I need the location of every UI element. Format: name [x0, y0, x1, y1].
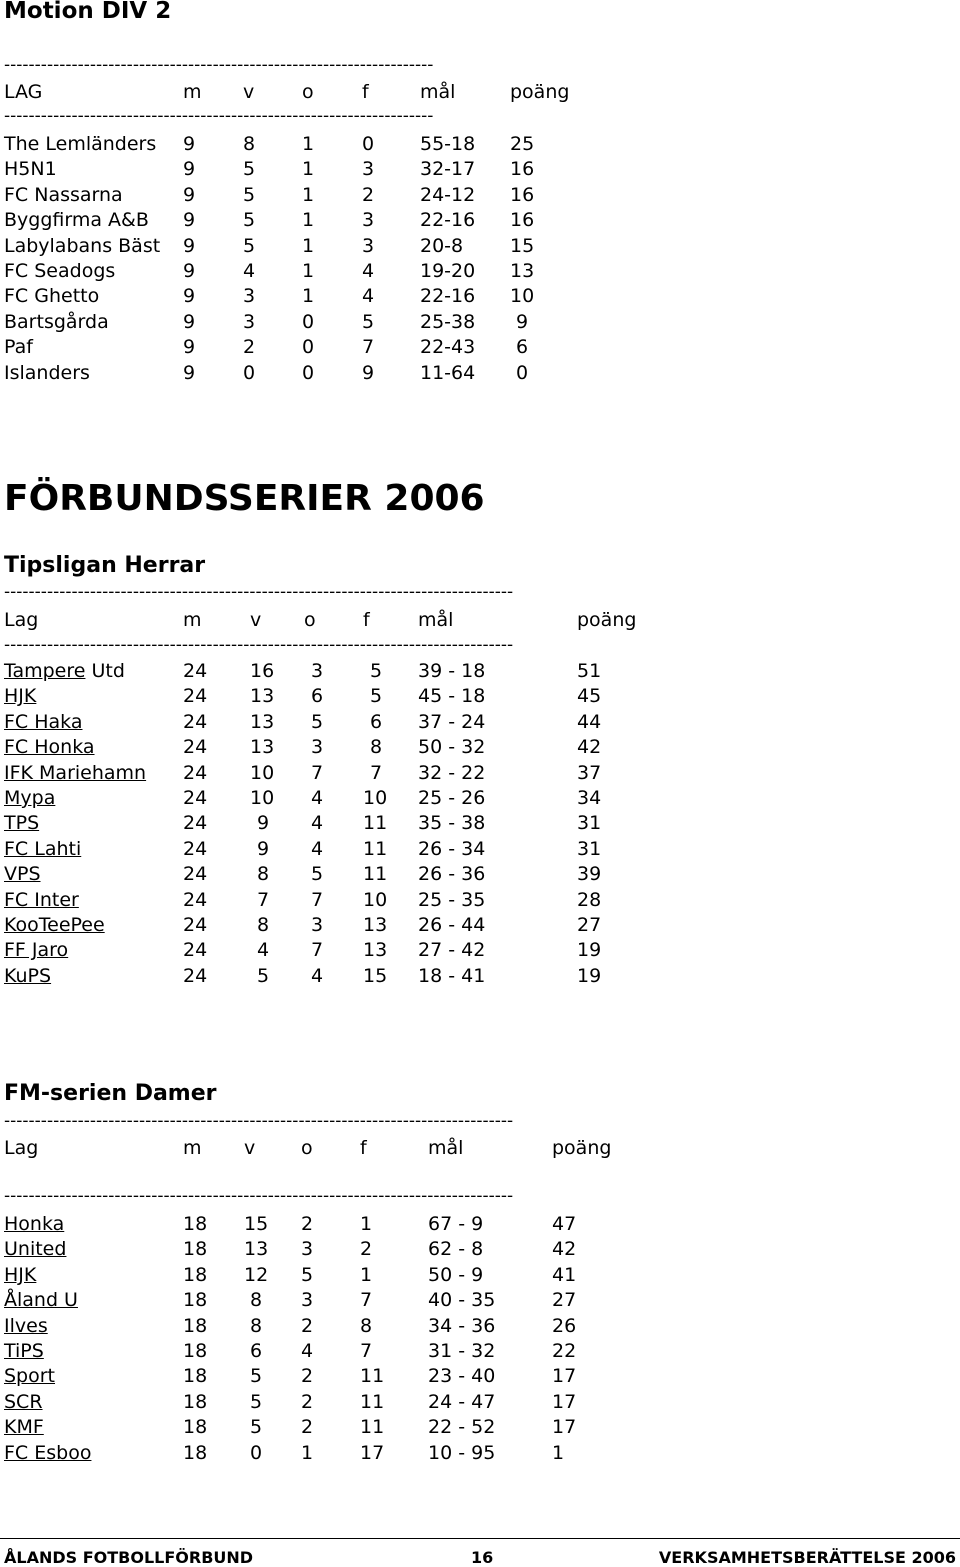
header-matches: m: [183, 1137, 202, 1159]
cell-losses: 0: [362, 133, 375, 155]
header-goals: mål: [418, 609, 454, 631]
cell-draws: 2: [301, 1314, 314, 1337]
cell-matches: 24: [183, 812, 208, 835]
cell-team: The Lemländers: [4, 133, 157, 155]
cell-wins: 5: [250, 1416, 263, 1439]
cell-points: 16: [510, 158, 535, 181]
cell-goals: 67 - 9: [428, 1213, 484, 1235]
cell-matches: 18: [183, 1365, 208, 1388]
cell-draws: 0: [302, 361, 315, 384]
cell-goals: 19-20: [420, 260, 476, 282]
cell-points: 42: [552, 1238, 577, 1261]
footer-page-number: 16: [471, 1548, 494, 1567]
cell-points: 44: [577, 710, 602, 733]
cell-draws: 4: [311, 964, 324, 987]
cell-wins: 0: [243, 361, 256, 384]
cell-losses: 13: [363, 914, 388, 936]
cell-losses: 3: [362, 158, 375, 181]
cell-draws: 2: [301, 1390, 314, 1413]
cell-matches: 18: [183, 1263, 208, 1286]
cell-team: [4, 837, 81, 862]
cell-losses: 11: [363, 837, 388, 860]
cell-draws: 5: [311, 863, 324, 886]
cell-goals: 55-18: [420, 133, 476, 155]
cell-matches: 9: [183, 361, 196, 384]
team-name-link: FC Honka: [4, 736, 95, 759]
cell-draws: 4: [311, 787, 324, 809]
cell-points: 51: [577, 660, 602, 682]
header-matches: m: [183, 609, 202, 631]
cell-matches: 9: [183, 310, 196, 333]
cell-losses: 13: [363, 939, 388, 962]
cell-goals: 45 - 18: [418, 685, 486, 708]
cell-team: Åland U: [4, 1289, 78, 1312]
cell-team: Paf: [4, 336, 33, 359]
forbundsserier-title: FÖRBUNDSSERIER 2006: [4, 478, 485, 519]
cell-losses: 1: [360, 1213, 373, 1235]
cell-matches: 24: [183, 787, 208, 809]
cell-team: Labylabans Bäst: [4, 234, 161, 257]
cell-wins: 5: [243, 158, 256, 181]
cell-matches: 9: [183, 336, 196, 359]
footer-report-title: VERKSAMHETSBERÄTTELSE 2006: [658, 1548, 956, 1567]
header-wins: v: [243, 81, 255, 103]
cell-losses: 6: [370, 710, 383, 733]
cell-points: 17: [552, 1416, 577, 1439]
cell-matches: 18: [183, 1340, 208, 1362]
cell-draws: 5: [301, 1263, 314, 1286]
cell-wins: 6: [250, 1340, 263, 1362]
header-losses: f: [360, 1137, 367, 1159]
cell-team: [4, 888, 79, 913]
cell-draws: 3: [311, 660, 324, 682]
cell-draws: 3: [301, 1289, 314, 1312]
cell-wins: 10: [250, 787, 275, 809]
cell-team: Sport: [4, 1365, 56, 1388]
cell-points: 26: [552, 1314, 577, 1337]
cell-matches: 18: [183, 1238, 208, 1261]
cell-goals: 25-38: [420, 310, 476, 333]
cell-goals: 24-12: [420, 183, 476, 206]
cell-matches: 24: [183, 685, 208, 708]
cell-draws: 1: [302, 209, 315, 232]
cell-losses: 5: [370, 660, 383, 682]
footer-rule: [0, 1538, 960, 1539]
cell-points: 16: [510, 209, 535, 232]
team-name-link: FC Haka: [4, 710, 83, 733]
header-points: poäng: [510, 81, 570, 103]
cell-losses: 9: [362, 361, 375, 384]
cell-matches: 24: [183, 939, 208, 962]
cell-matches: 18: [183, 1390, 208, 1413]
header-losses: f: [363, 609, 370, 631]
footer-organization: ÅLANDS FOTBOLLFÖRBUND: [4, 1548, 254, 1567]
cell-draws: 3: [301, 1238, 314, 1261]
cell-wins: 8: [250, 1289, 263, 1312]
cell-losses: 4: [362, 260, 375, 282]
cell-draws: 7: [311, 939, 324, 962]
cell-goals: 20-8: [420, 234, 464, 257]
cell-team: SCR: [4, 1390, 43, 1413]
cell-draws: 1: [302, 133, 315, 155]
cell-matches: 24: [183, 736, 208, 759]
cell-losses: 2: [362, 183, 375, 206]
cell-matches: 24: [183, 888, 208, 911]
header-team: Lag: [4, 609, 39, 631]
cell-points: 10: [510, 285, 535, 308]
cell-matches: 18: [183, 1441, 208, 1464]
team-name-link: IFK Mariehamn: [4, 761, 147, 784]
cell-team: [4, 938, 68, 963]
cell-losses: 2: [360, 1238, 373, 1261]
cell-points: 6: [516, 336, 529, 359]
cell-goals: 22 - 52: [428, 1416, 496, 1439]
cell-points: 45: [577, 685, 602, 708]
cell-goals: 34 - 36: [428, 1314, 496, 1337]
cell-wins: 13: [244, 1238, 269, 1261]
cell-points: 27: [552, 1289, 577, 1312]
cell-team: Byggfirma A&B: [4, 209, 149, 232]
cell-draws: 1: [302, 260, 315, 282]
cell-points: 19: [577, 939, 602, 962]
cell-team: FC Nassarna: [4, 183, 123, 206]
cell-team: Islanders: [4, 361, 90, 384]
header-draws: o: [304, 609, 316, 631]
cell-goals: 22-16: [420, 285, 476, 308]
cell-losses: 11: [363, 863, 388, 886]
cell-team: FC Ghetto: [4, 285, 100, 308]
header-team: LAG: [4, 81, 43, 103]
cell-draws: 4: [311, 812, 324, 835]
cell-goals: 24 - 47: [428, 1390, 496, 1413]
cell-team: Ilves: [4, 1314, 48, 1337]
cell-goals: 22-16: [420, 209, 476, 232]
header-wins: v: [244, 1137, 256, 1159]
cell-wins: 5: [243, 183, 256, 206]
cell-losses: 3: [362, 234, 375, 257]
cell-losses: 8: [370, 736, 383, 759]
cell-wins: 3: [243, 285, 256, 308]
cell-wins: 9: [257, 812, 270, 835]
cell-points: 1: [552, 1441, 565, 1464]
cell-points: 28: [577, 888, 602, 911]
header-team: Lag: [4, 1137, 39, 1159]
cell-matches: 24: [183, 837, 208, 860]
cell-goals: 10 - 95: [428, 1441, 496, 1464]
cell-team: KMF: [4, 1416, 44, 1439]
cell-goals: 11-64: [420, 361, 476, 384]
cell-wins: 8: [257, 863, 270, 886]
team-name-link: KooTeePee: [4, 914, 105, 936]
cell-wins: 3: [243, 310, 256, 333]
cell-losses: 7: [360, 1340, 373, 1362]
cell-losses: 11: [360, 1365, 385, 1388]
cell-losses: 4: [362, 285, 375, 308]
cell-points: 42: [577, 736, 602, 759]
cell-goals: 32-17: [420, 158, 476, 181]
header-goals: mål: [428, 1137, 464, 1159]
cell-team: FC Esboo: [4, 1441, 92, 1464]
cell-wins: 5: [250, 1365, 263, 1388]
cell-matches: 24: [183, 710, 208, 733]
cell-draws: 0: [302, 310, 315, 333]
cell-team: [4, 761, 146, 786]
cell-goals: 25 - 35: [418, 888, 486, 911]
cell-goals: 50 - 9: [428, 1263, 484, 1286]
cell-losses: 7: [360, 1289, 373, 1312]
cell-team: [4, 659, 125, 684]
cell-wins: 9: [257, 837, 270, 860]
cell-wins: 5: [250, 1390, 263, 1413]
cell-losses: 10: [363, 787, 388, 809]
cell-points: 25: [510, 133, 535, 155]
cell-draws: 3: [311, 914, 324, 936]
header-wins: v: [250, 609, 262, 631]
cell-points: 9: [516, 310, 529, 333]
team-name-link: Mypa: [4, 787, 56, 809]
cell-goals: 27 - 42: [418, 939, 486, 962]
header-points: poäng: [577, 609, 637, 631]
cell-wins: 4: [243, 260, 256, 282]
cell-matches: 24: [183, 863, 208, 886]
cell-matches: 24: [183, 761, 208, 784]
cell-matches: 9: [183, 158, 196, 181]
header-matches: m: [183, 81, 202, 103]
cell-goals: 26 - 36: [418, 863, 486, 886]
cell-wins: 15: [244, 1213, 269, 1235]
cell-team: [4, 735, 95, 760]
cell-team: FC Seadogs: [4, 260, 116, 282]
cell-wins: 10: [250, 761, 275, 784]
cell-wins: 8: [243, 133, 256, 155]
cell-losses: 7: [362, 336, 375, 359]
cell-matches: 9: [183, 183, 196, 206]
cell-draws: 1: [302, 285, 315, 308]
team-name-link: KuPS: [4, 964, 52, 987]
team-name-link: FC Lahti: [4, 837, 82, 860]
cell-losses: 10: [363, 888, 388, 911]
cell-points: 15: [510, 234, 535, 257]
cell-losses: 7: [370, 761, 383, 784]
cell-team: [4, 684, 36, 709]
cell-wins: 5: [243, 234, 256, 257]
cell-matches: 9: [183, 260, 196, 282]
cell-draws: 0: [302, 336, 315, 359]
cell-draws: 7: [311, 761, 324, 784]
cell-team: [4, 964, 51, 989]
team-name-link: TPS: [4, 812, 40, 835]
cell-losses: 11: [360, 1390, 385, 1413]
cell-draws: 1: [302, 234, 315, 257]
cell-draws: 1: [302, 158, 315, 181]
cell-draws: 4: [301, 1340, 314, 1362]
cell-points: 17: [552, 1390, 577, 1413]
cell-draws: 3: [311, 736, 324, 759]
cell-wins: 8: [257, 914, 270, 936]
cell-points: 34: [577, 787, 602, 809]
cell-team: [4, 786, 55, 811]
cell-draws: 2: [301, 1416, 314, 1439]
cell-goals: 23 - 40: [428, 1365, 496, 1388]
cell-losses: 8: [360, 1314, 373, 1337]
cell-goals: 25 - 26: [418, 787, 486, 809]
cell-points: 39: [577, 863, 602, 886]
cell-matches: 18: [183, 1213, 208, 1235]
cell-matches: 9: [183, 285, 196, 308]
motion-title: Motion DIV 2: [4, 0, 172, 24]
cell-team: H5N1: [4, 158, 57, 181]
tipsligan-title: Tipsligan Herrar: [4, 553, 206, 578]
cell-losses: 15: [363, 964, 388, 987]
cell-matches: 9: [183, 133, 196, 155]
cell-losses: 1: [360, 1263, 373, 1286]
cell-wins: 8: [250, 1314, 263, 1337]
cell-wins: 16: [250, 660, 275, 682]
cell-wins: 4: [257, 939, 270, 962]
cell-losses: 5: [370, 685, 383, 708]
cell-goals: 40 - 35: [428, 1289, 496, 1312]
cell-matches: 18: [183, 1416, 208, 1439]
cell-points: 13: [510, 260, 535, 282]
cell-points: 16: [510, 183, 535, 206]
team-name-suffix: Utd: [85, 660, 125, 682]
cell-goals: 39 - 18: [418, 660, 486, 682]
cell-wins: 2: [243, 336, 256, 359]
cell-matches: 24: [183, 660, 208, 682]
team-name-link: HJK: [4, 685, 37, 708]
cell-team: [4, 811, 39, 836]
cell-points: 27: [577, 914, 602, 936]
fmserien-title: FM-serien Damer: [4, 1081, 217, 1106]
cell-points: 41: [552, 1263, 577, 1286]
cell-draws: 2: [301, 1213, 314, 1235]
cell-wins: 0: [250, 1441, 263, 1464]
cell-wins: 12: [244, 1263, 269, 1286]
cell-goals: 26 - 44: [418, 914, 486, 936]
cell-points: 19: [577, 964, 602, 987]
cell-goals: 62 - 8: [428, 1238, 484, 1261]
cell-team: HJK: [4, 1263, 37, 1286]
cell-losses: 17: [360, 1441, 385, 1464]
cell-wins: 13: [250, 736, 275, 759]
header-goals: mål: [420, 81, 456, 103]
cell-draws: 6: [311, 685, 324, 708]
cell-matches: 18: [183, 1314, 208, 1337]
cell-goals: 31 - 32: [428, 1340, 496, 1362]
cell-matches: 24: [183, 964, 208, 987]
cell-draws: 5: [311, 710, 324, 733]
cell-points: 31: [577, 837, 602, 860]
tipsligan-divider-bottom: -----------------------------------------------------------------------------------: [4, 636, 514, 654]
cell-team: Honka: [4, 1213, 65, 1235]
cell-points: 17: [552, 1365, 577, 1388]
cell-team: [4, 913, 105, 938]
cell-team: TiPS: [4, 1340, 44, 1362]
header-points: poäng: [552, 1137, 612, 1159]
cell-matches: 9: [183, 209, 196, 232]
motion-divider-top: ----------------------------------------------------------------------: [4, 56, 434, 74]
team-name-link: Tampere: [4, 660, 86, 682]
cell-wins: 5: [243, 209, 256, 232]
header-losses: f: [362, 81, 369, 103]
cell-team: [4, 862, 41, 887]
cell-wins: 13: [250, 710, 275, 733]
team-name-link: VPS: [4, 863, 41, 886]
team-name-link: FF Jaro: [4, 939, 69, 962]
motion-divider-bottom: ----------------------------------------------------------------------: [4, 107, 434, 125]
fmserien-divider-top: -----------------------------------------------------------------------------------: [4, 1112, 514, 1130]
tipsligan-divider-top: -----------------------------------------------------------------------------------: [4, 583, 514, 601]
cell-matches: 24: [183, 914, 208, 936]
cell-points: 0: [516, 361, 529, 384]
cell-losses: 3: [362, 209, 375, 232]
cell-goals: 18 - 41: [418, 964, 486, 987]
cell-points: 47: [552, 1213, 577, 1235]
header-draws: o: [301, 1137, 313, 1159]
cell-points: 37: [577, 761, 602, 784]
cell-team: Bartsgårda: [4, 310, 109, 333]
cell-matches: 18: [183, 1289, 208, 1312]
cell-goals: 37 - 24: [418, 710, 486, 733]
cell-draws: 7: [311, 888, 324, 911]
cell-draws: 1: [302, 183, 315, 206]
cell-losses: 11: [360, 1416, 385, 1439]
cell-team: United: [4, 1238, 67, 1261]
cell-losses: 5: [362, 310, 375, 333]
cell-goals: 35 - 38: [418, 812, 486, 835]
header-draws: o: [302, 81, 314, 103]
cell-points: 22: [552, 1340, 577, 1362]
cell-goals: 26 - 34: [418, 837, 486, 860]
cell-goals: 32 - 22: [418, 761, 486, 784]
cell-goals: 50 - 32: [418, 736, 486, 759]
cell-draws: 4: [311, 837, 324, 860]
cell-goals: 22-43: [420, 336, 476, 359]
cell-wins: 7: [257, 888, 270, 911]
cell-draws: 1: [301, 1441, 314, 1464]
cell-wins: 13: [250, 685, 275, 708]
cell-losses: 11: [363, 812, 388, 835]
cell-points: 31: [577, 812, 602, 835]
fmserien-divider-bottom: -----------------------------------------------------------------------------------: [4, 1187, 514, 1205]
cell-wins: 5: [257, 964, 270, 987]
team-name-link: FC Inter: [4, 888, 79, 911]
cell-draws: 2: [301, 1365, 314, 1388]
cell-team: [4, 710, 82, 735]
cell-matches: 9: [183, 234, 196, 257]
